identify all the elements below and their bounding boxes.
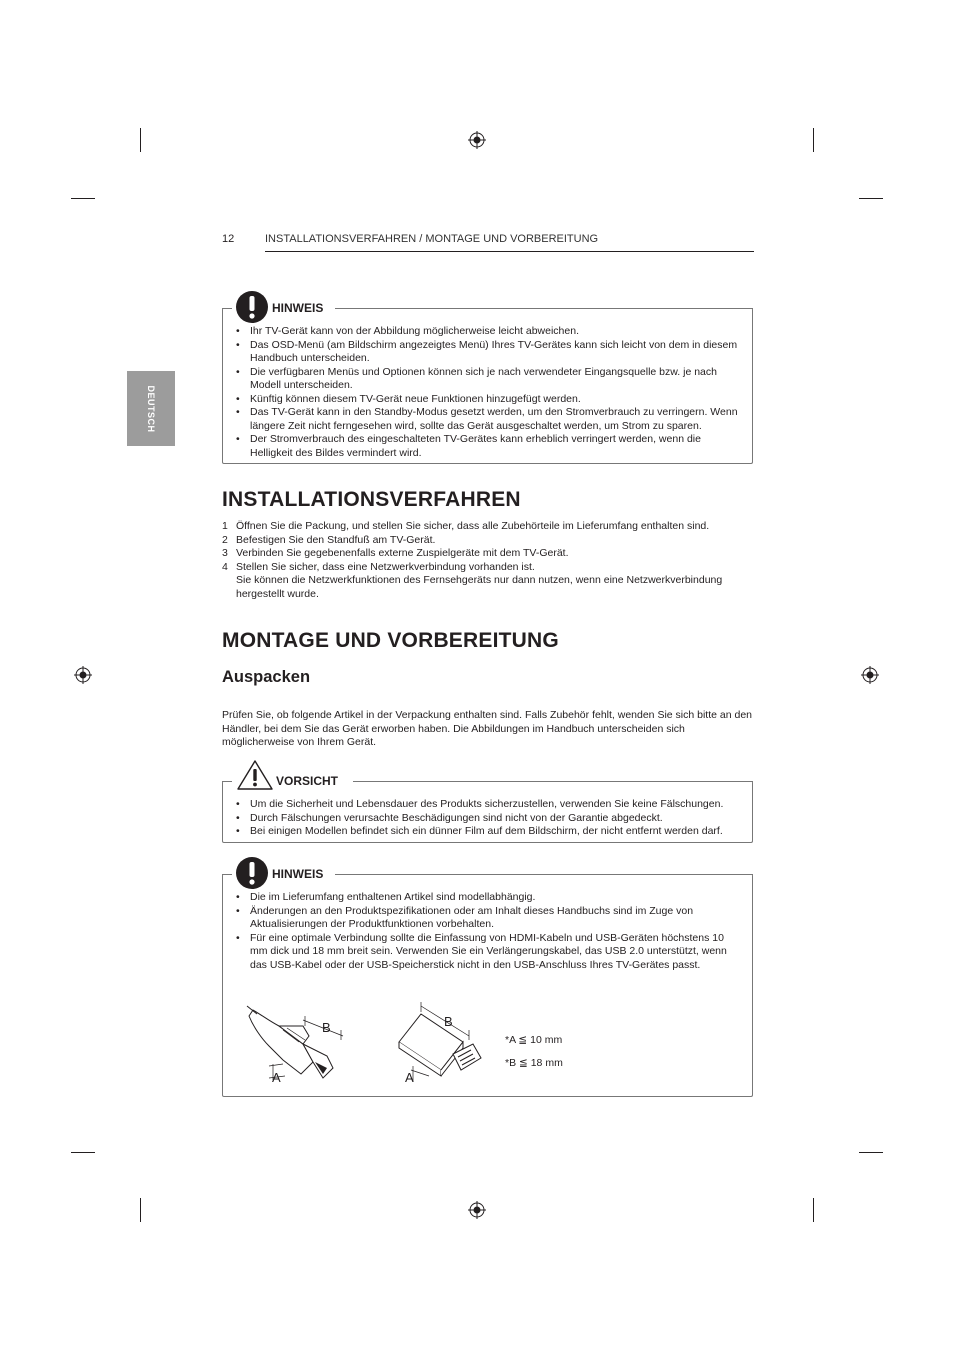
intro-paragraph: Prüfen Sie, ob folgende Artikel in der Verpackung enthalten sind. Falls Zubehör fehlt, wenden Sie sich bitte an den Händler, bei dem Sie das Gerät erworben haben. Die Abbildungen im Handbuch unterscheiden sich möglicherweise von Ihrem Gerät. [222,709,753,748]
list-item: • Die verfügbaren Menüs und Optionen können sich je nach verwendeter Eingangsquelle bzw. je nach Modell unterscheiden. [235,366,742,393]
list-item: • Für eine optimale Verbindung sollte die Einfassung von HDMI-Kabeln und USB-Geräten höchstens 10 mm dick und 18 mm breit sein. Verwenden Sie ein Verlängerungskabel, das USB 2.0 unterstützt, wenn das USB-Kabel oder der USB-Speicherstick nicht in den USB-Anschluss Ihres TV-Gerätes passt. [235,932,742,973]
caution-label: VORSICHT [274,774,344,788]
note-icon [235,290,269,324]
page-number: 12 [222,233,235,245]
list-item: • Künftig können diesem TV-Gerät neue Funktionen hinzugefügt werden. [235,393,742,407]
section-title: MONTAGE UND VORBEREITUNG [222,629,559,652]
header-rule [265,251,754,252]
list-item: 3 Verbinden Sie gegebenenfalls externe Zuspielgeräte mit dem TV-Gerät. [222,547,569,559]
registration-mark-icon [468,1201,486,1219]
dimension-a-label: A [405,1070,414,1085]
note-list [235,891,742,972]
list-item: • Ihr TV-Gerät kann von der Abbildung möglicherweise leicht abweichen. [235,325,742,339]
note-box [222,308,753,464]
hdmi-plug-illustration [243,1002,363,1088]
language-label: DEUTSCH [146,384,156,433]
subsection-title: Auspacken [222,668,311,686]
crop-mark [813,128,814,152]
dimension-b-label: B [322,1020,331,1035]
list-item: 1 Öffnen Sie die Packung, und stellen Sie sicher, dass alle Zubehörteile im Lieferumfang enthalten sind. [222,520,710,532]
dimension-b-label: B [444,1014,453,1029]
note-label: HINWEIS [270,867,329,881]
section-title: INSTALLATIONSVERFAHREN [222,488,521,511]
crop-mark [813,1198,814,1222]
language-side-tab [127,371,175,446]
crop-mark [140,128,141,152]
spec-a: *A ≦ 10 mm [505,1034,563,1046]
registration-mark-icon [861,666,879,684]
caution-list [235,798,742,839]
list-item: • Bei einigen Modellen befindet sich ein dünner Film auf dem Bildschirm, der nicht entfernt werden darf. [235,825,742,839]
crop-mark [71,198,95,199]
list-item: • Das TV-Gerät kann in den Standby-Modus gesetzt werden, um den Stromverbrauch zu verringern. Wenn längere Zeit nicht ferngesehen wird, sollte das Gerät ausgeschaltet werden, um Strom zu sparen. [235,406,742,433]
crop-mark [859,198,883,199]
list-item: 2 Befestigen Sie den Standfuß am TV-Gerät. [222,533,436,546]
registration-mark-icon [74,666,92,684]
list-item: • Änderungen an den Produktspezifikationen oder am Inhalt dieses Handbuchs sind im Zuge von Aktualisierungen der Produktfunktionen vorbehalten. [235,905,742,932]
registration-mark-icon [468,131,486,149]
crop-mark [140,1198,141,1222]
caution-box [222,781,753,843]
running-title: INSTALLATIONSVERFAHREN / MONTAGE UND VORBEREITUNG [265,233,599,245]
crop-mark [859,1152,883,1153]
installation-steps [222,520,757,601]
spec-b: *B ≦ 18 mm [505,1057,563,1069]
dimension-a-label: A [272,1070,281,1085]
warning-icon [236,759,274,791]
list-item: • Um die Sicherheit und Lebensdauer des Produkts sicherzustellen, verwenden Sie keine Fälschungen. [235,798,742,812]
note-box [222,874,753,1097]
list-item: • Die im Lieferumfang enthaltenen Artikel sind modellabhängig. [235,891,742,905]
note-icon [235,856,269,890]
crop-mark [71,1152,95,1153]
list-item: • Das OSD-Menü (am Bildschirm angezeigtes Menü) Ihres TV-Gerätes kann sich leicht von dem in diesem Handbuch unterscheiden. [235,339,742,366]
list-item: • Der Stromverbrauch des eingeschalteten TV-Gerätes kann erheblich verringert werden, wenn die Helligkeit des Bildes vermindert wird. [235,433,742,460]
note-label: HINWEIS [270,301,329,315]
list-item: • Durch Fälschungen verursachte Beschädigungen sind nicht von der Garantie abgedeckt. [235,812,742,826]
note-list [235,325,742,460]
list-item: 4 Stellen Sie sicher, dass eine Netzwerkverbindung vorhanden ist. Sie können die Netzwerkfunktionen des Fernsehgeräts nur dann nutzen, wenn eine Netzwerkverbindung hergestellt wurde. [222,560,723,600]
